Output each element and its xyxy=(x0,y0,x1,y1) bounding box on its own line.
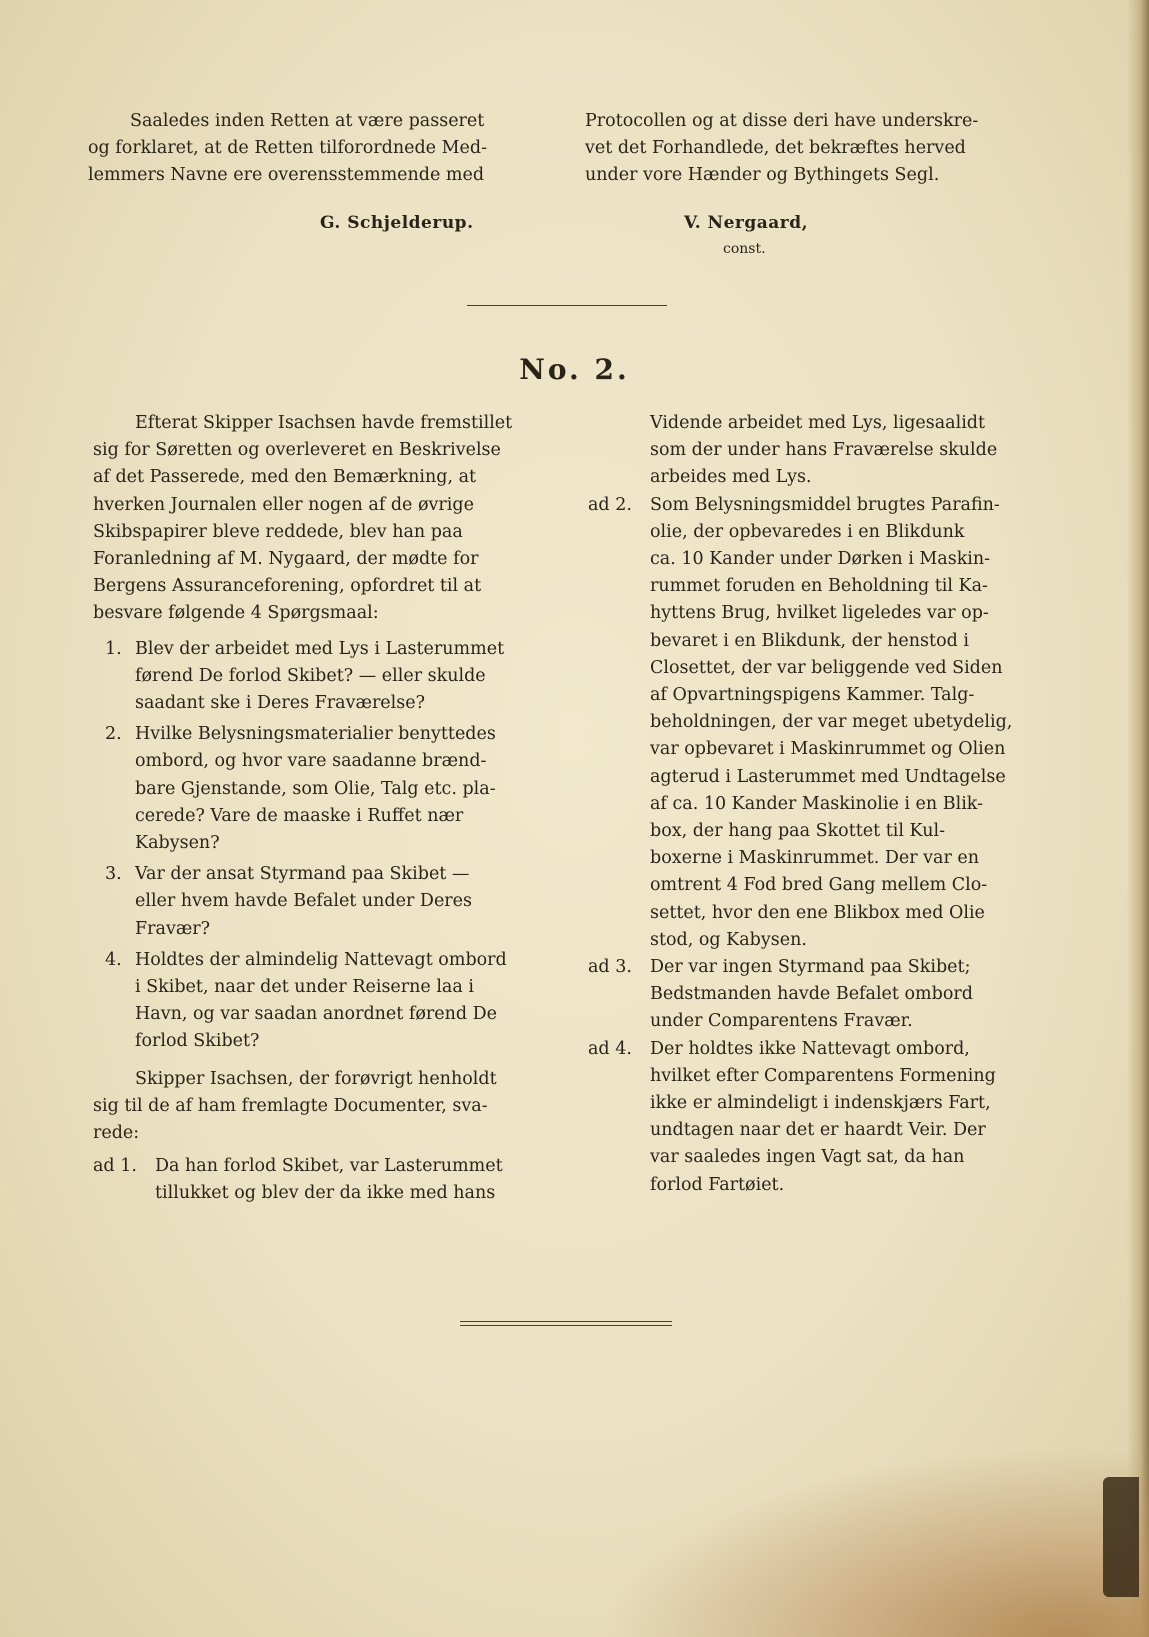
question-2 xyxy=(93,721,543,857)
text-line: Hvilke Belysningsmaterialier benyttedes xyxy=(135,724,496,745)
text-line: Saaledes inden Retten at være passeret xyxy=(130,111,485,131)
text-line: af ca. 10 Kander Maskinolie i en Blik- xyxy=(650,793,983,814)
text-line: tillukket og blev der da ikke med hans xyxy=(155,1183,496,1204)
text-line: som der under hans Fraværelse skulde xyxy=(650,440,998,461)
answer-1-continued xyxy=(588,410,1038,492)
signature-right-title: const. xyxy=(723,241,766,257)
text-line: hverken Journalen eller nogen af de øvrige xyxy=(93,494,474,515)
bottom-divider-top xyxy=(460,1321,672,1322)
left-column xyxy=(93,410,543,1208)
text-line: førend De forlod Skibet? — eller skulde xyxy=(135,665,486,686)
text-line: var opbevaret i Maskinrummet og Olien xyxy=(650,739,1006,760)
section-heading: No. 2. xyxy=(519,353,630,386)
answer-2 xyxy=(588,492,1038,954)
answer-label: ad 3. xyxy=(588,957,632,978)
question-number: 4. xyxy=(105,949,122,970)
text-line: settet, hvor den ene Blikbox med Olie xyxy=(650,902,985,923)
question-number: 3. xyxy=(105,864,122,885)
page-stain xyxy=(600,1447,1149,1637)
text-line: sig til de af ham fremlagte Documenter, sva- xyxy=(93,1095,488,1116)
text-line: stod, og Kabysen. xyxy=(650,929,807,950)
text-line: Foranledning af M. Nygaard, der mødte for xyxy=(93,549,479,570)
text-line: Kabysen? xyxy=(135,833,220,854)
top-right-paragraph xyxy=(585,108,1037,190)
text-line: rede: xyxy=(93,1123,140,1144)
text-line: Havn, og var saadan anordnet førend De xyxy=(135,1004,498,1025)
text-line: Blev der arbeidet med Lys i Lasterummet xyxy=(135,638,505,659)
text-line: var saaledes ingen Vagt sat, da han xyxy=(650,1147,965,1168)
text-line: undtagen naar det er haardt Veir. Der xyxy=(650,1120,986,1141)
text-line: beholdningen, der var meget ubetydelig, xyxy=(650,712,1013,733)
bottom-divider-bottom xyxy=(460,1325,672,1326)
text-line: sig for Søretten og overleveret en Beskrivelse xyxy=(93,440,501,461)
text-line: Efterat Skipper Isachsen havde fremstillet xyxy=(135,413,513,433)
text-line: ca. 10 Kander under Dørken i Maskin- xyxy=(650,549,991,570)
question-number: 1. xyxy=(105,638,122,659)
text-line: Closettet, der var beliggende ved Siden xyxy=(650,657,1003,678)
text-line: Der holdtes ikke Nattevagt ombord, xyxy=(650,1038,970,1059)
text-line: agterud i Lasterummet med Undtagelse xyxy=(650,766,1006,787)
text-line: Da han forlod Skibet, var Lasterummet xyxy=(155,1156,503,1177)
question-3 xyxy=(93,861,543,943)
signature-right: V. Nergaard, xyxy=(684,213,809,233)
text-line: Der var ingen Styrmand paa Skibet; xyxy=(650,957,971,978)
text-line: af det Passerede, med den Bemærkning, at xyxy=(93,467,477,488)
text-line: i Skibet, naar det under Reiserne laa i xyxy=(135,977,474,998)
text-line: besvare følgende 4 Spørgsmaal: xyxy=(93,603,379,624)
answer-label: ad 1. xyxy=(93,1156,137,1177)
top-left-paragraph xyxy=(88,108,543,190)
text-line: ikke er almindeligt i indenskjærs Fart, xyxy=(650,1093,991,1114)
question-4 xyxy=(93,947,543,1056)
text-line: hvilket efter Comparentens Formening xyxy=(650,1065,996,1086)
text-line: under vore Hænder og Bythingets Segl. xyxy=(585,165,940,186)
text-line: arbeides med Lys. xyxy=(650,467,812,488)
text-line: Var der ansat Styrmand paa Skibet — xyxy=(135,864,470,885)
text-line: omtrent 4 Fod bred Gang mellem Clo- xyxy=(650,875,988,896)
text-line: saadant ske i Deres Fraværelse? xyxy=(135,693,425,714)
section-divider xyxy=(467,305,667,306)
text-line: rummet foruden en Beholdning til Ka- xyxy=(650,576,988,597)
text-line: olie, der opbevaredes i en Blikdunk xyxy=(650,521,965,542)
page-tear-mark xyxy=(1103,1477,1139,1597)
text-line: forlod Fartøiet. xyxy=(650,1174,785,1195)
answer-1 xyxy=(93,1153,543,1207)
answer-4 xyxy=(588,1036,1038,1199)
text-line: Protocollen og at disse deri have underskre- xyxy=(585,111,979,131)
signature-left: G. Schjelderup. xyxy=(320,213,474,233)
text-line: under Comparentens Fravær. xyxy=(650,1011,913,1032)
text-line: bare Gjenstande, som Olie, Talg etc. pla- xyxy=(135,778,496,799)
right-column xyxy=(588,410,1038,1199)
text-line: vet det Forhandlede, det bekræftes herved xyxy=(585,138,966,159)
text-line: hyttens Brug, hvilket ligeledes var op- xyxy=(650,603,989,624)
text-line: lemmers Navne ere overensstemmende med xyxy=(88,165,485,186)
answer-3 xyxy=(588,954,1038,1036)
text-line: af Opvartningspigens Kammer. Talg- xyxy=(650,685,975,706)
text-line: eller hvem havde Befalet under Deres xyxy=(135,891,473,912)
answer-label: ad 2. xyxy=(588,494,632,515)
text-line: Vidende arbeidet med Lys, ligesaalidt xyxy=(650,413,986,433)
text-line: box, der hang paa Skottet til Kul- xyxy=(650,821,945,842)
text-line: Skibspapirer bleve reddede, blev han paa xyxy=(93,521,463,542)
question-1 xyxy=(93,636,543,718)
text-line: cerede? Vare de maaske i Ruffet nær xyxy=(135,805,464,826)
text-line: forlod Skibet? xyxy=(135,1031,260,1052)
text-line: ombord, og hvor vare saadanne brænd- xyxy=(135,751,487,772)
text-line: Bergens Assuranceforening, opfordret til at xyxy=(93,576,482,597)
text-line: boxerne i Maskinrummet. Der var en xyxy=(650,848,980,869)
page-edge-shadow xyxy=(1127,0,1149,1637)
text-line: Holdtes der almindelig Nattevagt ombord xyxy=(135,949,507,970)
text-line: bevaret i en Blikdunk, der henstod i xyxy=(650,630,969,651)
text-line: Fravær? xyxy=(135,918,211,939)
question-number: 2. xyxy=(105,724,122,745)
text-line: og forklaret, at de Retten tilforordnede Med- xyxy=(88,138,487,159)
text-line: Skipper Isachsen, der forøvrigt henholdt xyxy=(135,1068,497,1089)
text-line: Bedstmanden havde Befalet ombord xyxy=(650,984,973,1005)
answer-label: ad 4. xyxy=(588,1038,632,1059)
text-line: Som Belysningsmiddel brugtes Parafin- xyxy=(650,494,1000,515)
